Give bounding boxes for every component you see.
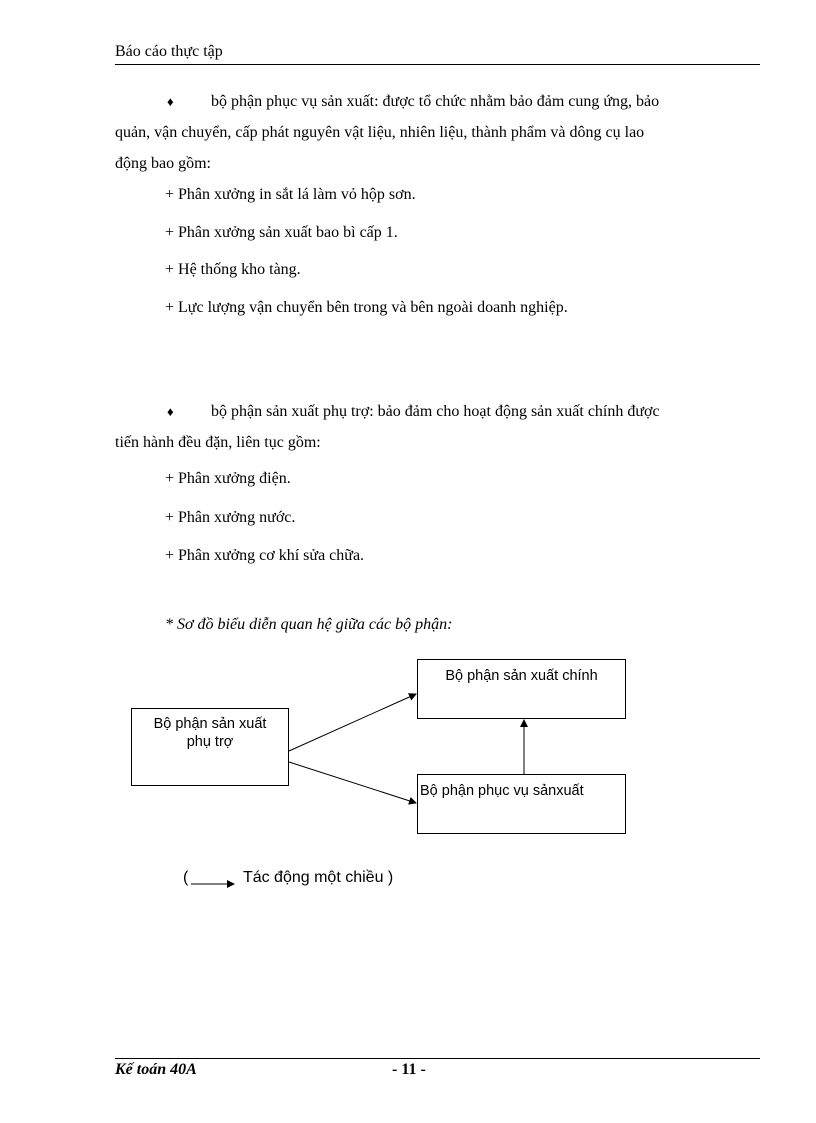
diagram-caption: * Sơ đồ biểu diễn quan hệ giữa các bộ phận: xyxy=(165,616,453,633)
legend xyxy=(183,869,393,887)
list-item: + Lực lượng vận chuyển bên trong và bên ngoài doanh nghiệp. xyxy=(165,299,568,316)
box-auxiliary-line1: Bộ phận sản xuất xyxy=(153,716,267,732)
list-item: + Phân xưởng điện. xyxy=(165,470,291,487)
arrow-aux-to-service xyxy=(289,762,416,803)
section-service-intro-line2: quản, vận chuyển, cấp phát nguyên vật liệu, nhiên liệu, thành phẩm và dông cụ lao xyxy=(115,124,645,141)
box-main-production: Bộ phận sản xuất chính xyxy=(417,659,626,719)
list-item: + Hệ thống kho tàng. xyxy=(165,261,301,278)
diamond-bullet-icon: ♦ xyxy=(167,94,174,109)
legend-text: Tác động một chiều ) xyxy=(242,869,394,886)
list-item: + Phân xưởng in sắt lá làm vỏ hộp sơn. xyxy=(165,186,416,203)
box-auxiliary-production xyxy=(131,708,289,786)
list-item: + Phân xưởng cơ khí sửa chữa. xyxy=(165,547,365,564)
section-auxiliary-intro-line1: ♦ bộ phận sản xuất phụ trợ: bảo đảm cho hoạt động sản xuất chính được xyxy=(115,396,760,427)
list-item: + Phân xưởng sản xuất bao bì cấp 1. xyxy=(165,224,398,241)
arrow-aux-to-main xyxy=(289,694,416,751)
box-production-service: Bộ phận phục vụ sảnxuất xyxy=(417,774,626,834)
diamond-bullet-icon: ♦ xyxy=(167,404,174,419)
section-service-intro-line3: động bao gồm: xyxy=(115,155,211,172)
box-auxiliary-line2: phụ trợ xyxy=(186,734,234,750)
list-item: + Phân xưởng nước. xyxy=(165,509,296,526)
legend-open-paren: ( xyxy=(183,869,189,886)
footer-rule xyxy=(115,1058,760,1059)
section-service-intro-line1: ♦ bộ phận phục vụ sản xuất: được tổ chức nhằm bảo đảm cung ứng, bảo xyxy=(115,86,760,117)
page-number: - 11 - xyxy=(392,1061,426,1078)
header-title: Báo cáo thực tập xyxy=(115,43,223,60)
section-auxiliary-intro-line2: tiến hành đều đặn, liên tục gồm: xyxy=(115,434,321,451)
footer-department: Kế toán 40A xyxy=(115,1061,197,1078)
